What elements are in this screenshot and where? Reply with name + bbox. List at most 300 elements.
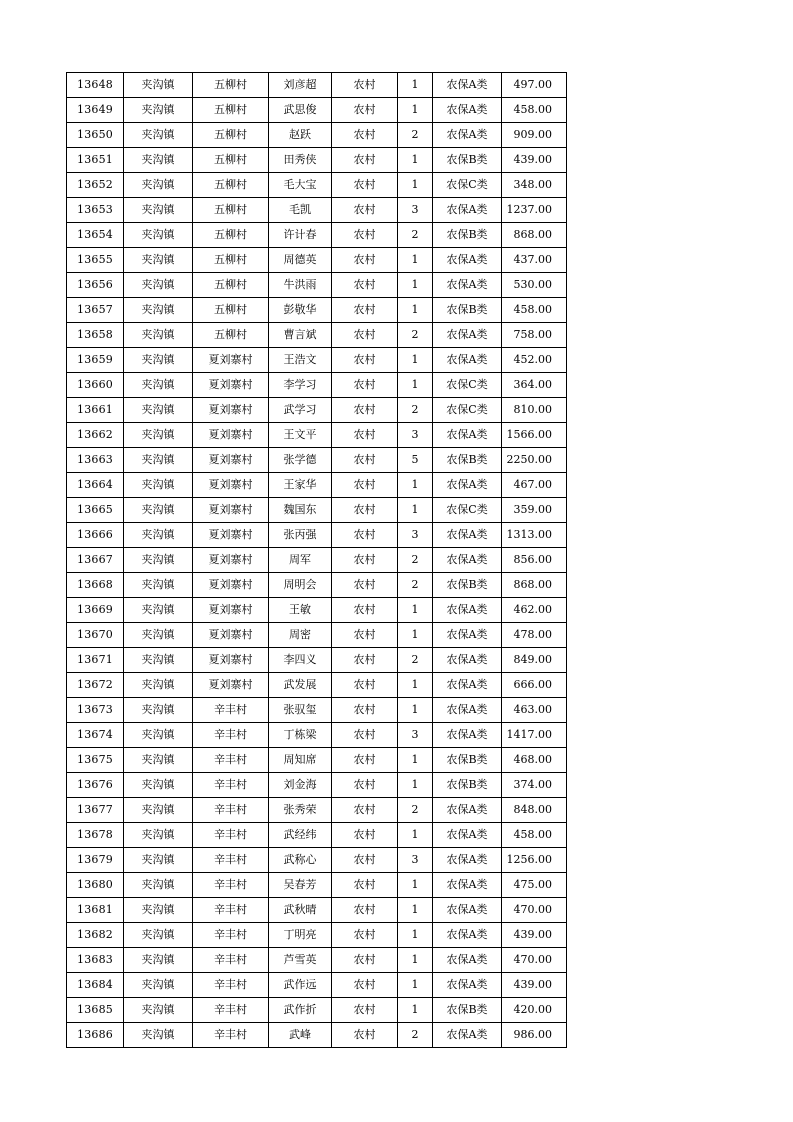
cell-insurance-category: 农保A类 [433,923,502,948]
cell-household-type: 农村 [332,798,398,823]
cell-village: 辛丰村 [193,823,269,848]
cell-record-id: 13662 [67,423,124,448]
cell-record-id: 13671 [67,648,124,673]
cell-village: 辛丰村 [193,748,269,773]
table-row [67,448,567,473]
cell-household-type: 农村 [332,398,398,423]
cell-member-count: 3 [398,423,433,448]
cell-town: 夹沟镇 [124,523,193,548]
cell-town: 夹沟镇 [124,448,193,473]
table-row [67,973,567,998]
cell-household-type: 农村 [332,873,398,898]
cell-amount: 359.00 [502,498,567,523]
cell-town: 夹沟镇 [124,798,193,823]
cell-member-count: 1 [398,898,433,923]
cell-person-name: 毛大宝 [269,173,332,198]
cell-insurance-category: 农保B类 [433,148,502,173]
cell-person-name: 彭敬华 [269,298,332,323]
cell-village: 夏刘寨村 [193,648,269,673]
cell-village: 夏刘寨村 [193,498,269,523]
cell-household-type: 农村 [332,73,398,98]
cell-town: 夹沟镇 [124,598,193,623]
cell-record-id: 13660 [67,373,124,398]
cell-household-type: 农村 [332,223,398,248]
cell-town: 夹沟镇 [124,273,193,298]
table-body [67,73,567,1048]
cell-member-count: 1 [398,698,433,723]
cell-town: 夹沟镇 [124,948,193,973]
cell-person-name: 周知席 [269,748,332,773]
cell-household-type: 农村 [332,648,398,673]
cell-village: 五柳村 [193,123,269,148]
cell-insurance-category: 农保C类 [433,498,502,523]
cell-person-name: 赵跃 [269,123,332,148]
table-row [67,348,567,373]
cell-village: 辛丰村 [193,998,269,1023]
table-row [67,198,567,223]
cell-record-id: 13676 [67,773,124,798]
cell-member-count: 1 [398,248,433,273]
cell-village: 五柳村 [193,98,269,123]
cell-amount: 909.00 [502,123,567,148]
cell-town: 夹沟镇 [124,873,193,898]
cell-insurance-category: 农保A类 [433,123,502,148]
cell-member-count: 3 [398,523,433,548]
table-row [67,148,567,173]
cell-person-name: 丁栋梁 [269,723,332,748]
cell-member-count: 1 [398,498,433,523]
cell-household-type: 农村 [332,523,398,548]
cell-member-count: 2 [398,573,433,598]
cell-village: 夏刘寨村 [193,398,269,423]
table-row [67,673,567,698]
cell-insurance-category: 农保A类 [433,548,502,573]
cell-insurance-category: 农保A类 [433,898,502,923]
cell-village: 辛丰村 [193,773,269,798]
cell-village: 夏刘寨村 [193,548,269,573]
cell-household-type: 农村 [332,498,398,523]
cell-household-type: 农村 [332,273,398,298]
cell-record-id: 13673 [67,698,124,723]
cell-insurance-category: 农保A类 [433,623,502,648]
cell-person-name: 武发展 [269,673,332,698]
cell-person-name: 刘金海 [269,773,332,798]
cell-insurance-category: 农保C类 [433,398,502,423]
cell-village: 辛丰村 [193,1023,269,1048]
cell-person-name: 张学德 [269,448,332,473]
cell-insurance-category: 农保A类 [433,723,502,748]
table-row [67,748,567,773]
cell-member-count: 1 [398,623,433,648]
cell-member-count: 1 [398,748,433,773]
cell-insurance-category: 农保A类 [433,73,502,98]
cell-household-type: 农村 [332,948,398,973]
cell-village: 五柳村 [193,323,269,348]
cell-town: 夹沟镇 [124,898,193,923]
cell-record-id: 13648 [67,73,124,98]
cell-village: 五柳村 [193,173,269,198]
cell-town: 夹沟镇 [124,498,193,523]
cell-amount: 463.00 [502,698,567,723]
cell-household-type: 农村 [332,723,398,748]
cell-town: 夹沟镇 [124,723,193,748]
cell-amount: 1256.00 [502,848,567,873]
cell-person-name: 武称心 [269,848,332,873]
cell-person-name: 张驭玺 [269,698,332,723]
cell-village: 夏刘寨村 [193,623,269,648]
cell-household-type: 农村 [332,98,398,123]
cell-village: 夏刘寨村 [193,523,269,548]
cell-insurance-category: 农保A类 [433,973,502,998]
cell-record-id: 13672 [67,673,124,698]
cell-person-name: 牛洪雨 [269,273,332,298]
cell-household-type: 农村 [332,323,398,348]
table-row [67,1023,567,1048]
cell-village: 辛丰村 [193,948,269,973]
cell-insurance-category: 农保B类 [433,773,502,798]
cell-person-name: 曹言斌 [269,323,332,348]
cell-insurance-category: 农保A类 [433,698,502,723]
table-row [67,298,567,323]
cell-person-name: 武经纬 [269,823,332,848]
table-row [67,423,567,448]
cell-town: 夹沟镇 [124,198,193,223]
table-row [67,823,567,848]
cell-village: 夏刘寨村 [193,448,269,473]
cell-village: 夏刘寨村 [193,348,269,373]
cell-village: 夏刘寨村 [193,598,269,623]
cell-household-type: 农村 [332,698,398,723]
cell-person-name: 王浩文 [269,348,332,373]
cell-amount: 458.00 [502,298,567,323]
cell-town: 夹沟镇 [124,673,193,698]
cell-amount: 439.00 [502,148,567,173]
cell-town: 夹沟镇 [124,573,193,598]
cell-town: 夹沟镇 [124,748,193,773]
cell-amount: 868.00 [502,223,567,248]
cell-record-id: 13677 [67,798,124,823]
cell-village: 夏刘寨村 [193,673,269,698]
table-row [67,523,567,548]
cell-person-name: 芦雪英 [269,948,332,973]
cell-village: 辛丰村 [193,723,269,748]
cell-person-name: 田秀侠 [269,148,332,173]
cell-amount: 666.00 [502,673,567,698]
table-row [67,598,567,623]
cell-amount: 810.00 [502,398,567,423]
cell-amount: 848.00 [502,798,567,823]
cell-town: 夹沟镇 [124,348,193,373]
cell-household-type: 农村 [332,848,398,873]
cell-household-type: 农村 [332,923,398,948]
cell-town: 夹沟镇 [124,423,193,448]
cell-record-id: 13678 [67,823,124,848]
cell-village: 辛丰村 [193,848,269,873]
cell-amount: 1566.00 [502,423,567,448]
cell-member-count: 2 [398,398,433,423]
cell-household-type: 农村 [332,1023,398,1048]
table-row [67,773,567,798]
cell-record-id: 13674 [67,723,124,748]
cell-amount: 856.00 [502,548,567,573]
cell-household-type: 农村 [332,123,398,148]
cell-town: 夹沟镇 [124,248,193,273]
cell-insurance-category: 农保A类 [433,673,502,698]
cell-person-name: 李四义 [269,648,332,673]
cell-household-type: 农村 [332,748,398,773]
cell-town: 夹沟镇 [124,148,193,173]
cell-person-name: 武作远 [269,973,332,998]
cell-person-name: 周密 [269,623,332,648]
cell-town: 夹沟镇 [124,623,193,648]
cell-amount: 458.00 [502,98,567,123]
cell-village: 五柳村 [193,273,269,298]
cell-person-name: 王家华 [269,473,332,498]
cell-insurance-category: 农保C类 [433,373,502,398]
table-row [67,473,567,498]
cell-insurance-category: 农保A类 [433,248,502,273]
cell-household-type: 农村 [332,173,398,198]
cell-household-type: 农村 [332,473,398,498]
cell-record-id: 13681 [67,898,124,923]
cell-household-type: 农村 [332,823,398,848]
table-row [67,648,567,673]
cell-household-type: 农村 [332,373,398,398]
cell-record-id: 13654 [67,223,124,248]
cell-amount: 364.00 [502,373,567,398]
cell-person-name: 武秋晴 [269,898,332,923]
cell-record-id: 13653 [67,198,124,223]
cell-insurance-category: 农保C类 [433,173,502,198]
table-row [67,273,567,298]
table-row [67,698,567,723]
cell-record-id: 13650 [67,123,124,148]
cell-insurance-category: 农保A类 [433,323,502,348]
cell-town: 夹沟镇 [124,173,193,198]
cell-amount: 986.00 [502,1023,567,1048]
table-row [67,123,567,148]
cell-person-name: 许计春 [269,223,332,248]
cell-amount: 374.00 [502,773,567,798]
cell-member-count: 3 [398,848,433,873]
cell-record-id: 13665 [67,498,124,523]
cell-household-type: 农村 [332,623,398,648]
cell-record-id: 13668 [67,573,124,598]
cell-town: 夹沟镇 [124,698,193,723]
cell-person-name: 武作折 [269,998,332,1023]
cell-person-name: 丁明亮 [269,923,332,948]
cell-town: 夹沟镇 [124,98,193,123]
cell-person-name: 武峰 [269,1023,332,1048]
cell-amount: 348.00 [502,173,567,198]
cell-record-id: 13664 [67,473,124,498]
cell-person-name: 张秀荣 [269,798,332,823]
cell-village: 五柳村 [193,198,269,223]
cell-person-name: 李学习 [269,373,332,398]
cell-village: 辛丰村 [193,898,269,923]
cell-record-id: 13684 [67,973,124,998]
cell-town: 夹沟镇 [124,323,193,348]
cell-member-count: 1 [398,98,433,123]
cell-record-id: 13669 [67,598,124,623]
table-row [67,248,567,273]
cell-amount: 849.00 [502,648,567,673]
cell-member-count: 2 [398,548,433,573]
cell-town: 夹沟镇 [124,548,193,573]
cell-member-count: 2 [398,648,433,673]
cell-village: 五柳村 [193,248,269,273]
cell-town: 夹沟镇 [124,398,193,423]
cell-record-id: 13661 [67,398,124,423]
cell-amount: 1417.00 [502,723,567,748]
cell-member-count: 1 [398,298,433,323]
cell-household-type: 农村 [332,148,398,173]
cell-town: 夹沟镇 [124,823,193,848]
cell-insurance-category: 农保B类 [433,748,502,773]
cell-amount: 437.00 [502,248,567,273]
cell-member-count: 1 [398,948,433,973]
cell-insurance-category: 农保A类 [433,598,502,623]
cell-amount: 467.00 [502,473,567,498]
cell-person-name: 周明会 [269,573,332,598]
cell-amount: 530.00 [502,273,567,298]
cell-person-name: 吴春芳 [269,873,332,898]
cell-household-type: 农村 [332,548,398,573]
cell-member-count: 1 [398,823,433,848]
cell-amount: 458.00 [502,823,567,848]
cell-town: 夹沟镇 [124,848,193,873]
table-row [67,623,567,648]
cell-town: 夹沟镇 [124,1023,193,1048]
cell-town: 夹沟镇 [124,648,193,673]
cell-household-type: 农村 [332,573,398,598]
table-row [67,223,567,248]
table-row [67,73,567,98]
cell-person-name: 魏国东 [269,498,332,523]
cell-town: 夹沟镇 [124,998,193,1023]
cell-member-count: 2 [398,223,433,248]
cell-record-id: 13667 [67,548,124,573]
cell-town: 夹沟镇 [124,923,193,948]
table-row [67,873,567,898]
cell-record-id: 13685 [67,998,124,1023]
cell-household-type: 农村 [332,898,398,923]
cell-member-count: 2 [398,123,433,148]
cell-insurance-category: 农保B类 [433,573,502,598]
cell-amount: 470.00 [502,898,567,923]
cell-household-type: 农村 [332,348,398,373]
cell-record-id: 13657 [67,298,124,323]
cell-member-count: 1 [398,73,433,98]
cell-household-type: 农村 [332,998,398,1023]
table-row [67,948,567,973]
cell-member-count: 2 [398,1023,433,1048]
cell-amount: 868.00 [502,573,567,598]
cell-record-id: 13659 [67,348,124,373]
cell-record-id: 13655 [67,248,124,273]
cell-insurance-category: 农保A类 [433,98,502,123]
cell-village: 辛丰村 [193,873,269,898]
cell-town: 夹沟镇 [124,773,193,798]
cell-village: 五柳村 [193,223,269,248]
cell-insurance-category: 农保A类 [433,948,502,973]
table-row [67,98,567,123]
cell-town: 夹沟镇 [124,473,193,498]
cell-record-id: 13686 [67,1023,124,1048]
cell-record-id: 13656 [67,273,124,298]
table-row [67,173,567,198]
cell-record-id: 13683 [67,948,124,973]
cell-insurance-category: 农保A类 [433,798,502,823]
table-row [67,323,567,348]
cell-insurance-category: 农保B类 [433,298,502,323]
cell-village: 辛丰村 [193,798,269,823]
cell-member-count: 1 [398,973,433,998]
cell-record-id: 13679 [67,848,124,873]
cell-household-type: 农村 [332,973,398,998]
cell-town: 夹沟镇 [124,973,193,998]
cell-household-type: 农村 [332,448,398,473]
cell-member-count: 1 [398,923,433,948]
cell-record-id: 13651 [67,148,124,173]
cell-insurance-category: 农保A类 [433,648,502,673]
cell-record-id: 13649 [67,98,124,123]
cell-person-name: 王文平 [269,423,332,448]
table-row [67,898,567,923]
cell-record-id: 13652 [67,173,124,198]
cell-village: 夏刘寨村 [193,473,269,498]
cell-insurance-category: 农保B类 [433,448,502,473]
cell-village: 夏刘寨村 [193,573,269,598]
cell-insurance-category: 农保A类 [433,273,502,298]
cell-member-count: 1 [398,148,433,173]
cell-person-name: 武学习 [269,398,332,423]
cell-household-type: 农村 [332,423,398,448]
cell-member-count: 3 [398,198,433,223]
cell-member-count: 1 [398,673,433,698]
cell-insurance-category: 农保A类 [433,523,502,548]
cell-village: 五柳村 [193,73,269,98]
cell-member-count: 2 [398,798,433,823]
cell-person-name: 王敏 [269,598,332,623]
table-row [67,848,567,873]
table-row [67,373,567,398]
cell-insurance-category: 农保A类 [433,423,502,448]
cell-record-id: 13675 [67,748,124,773]
table-row [67,398,567,423]
cell-insurance-category: 农保A类 [433,823,502,848]
cell-member-count: 2 [398,323,433,348]
cell-member-count: 1 [398,598,433,623]
cell-household-type: 农村 [332,773,398,798]
cell-record-id: 13670 [67,623,124,648]
cell-village: 辛丰村 [193,973,269,998]
cell-person-name: 刘彦超 [269,73,332,98]
cell-member-count: 1 [398,773,433,798]
table-row [67,798,567,823]
cell-record-id: 13663 [67,448,124,473]
table-row [67,923,567,948]
cell-record-id: 13666 [67,523,124,548]
cell-amount: 439.00 [502,973,567,998]
cell-village: 五柳村 [193,298,269,323]
cell-member-count: 1 [398,348,433,373]
cell-member-count: 1 [398,373,433,398]
cell-record-id: 13680 [67,873,124,898]
cell-amount: 462.00 [502,598,567,623]
cell-person-name: 毛凯 [269,198,332,223]
cell-insurance-category: 农保A类 [433,198,502,223]
